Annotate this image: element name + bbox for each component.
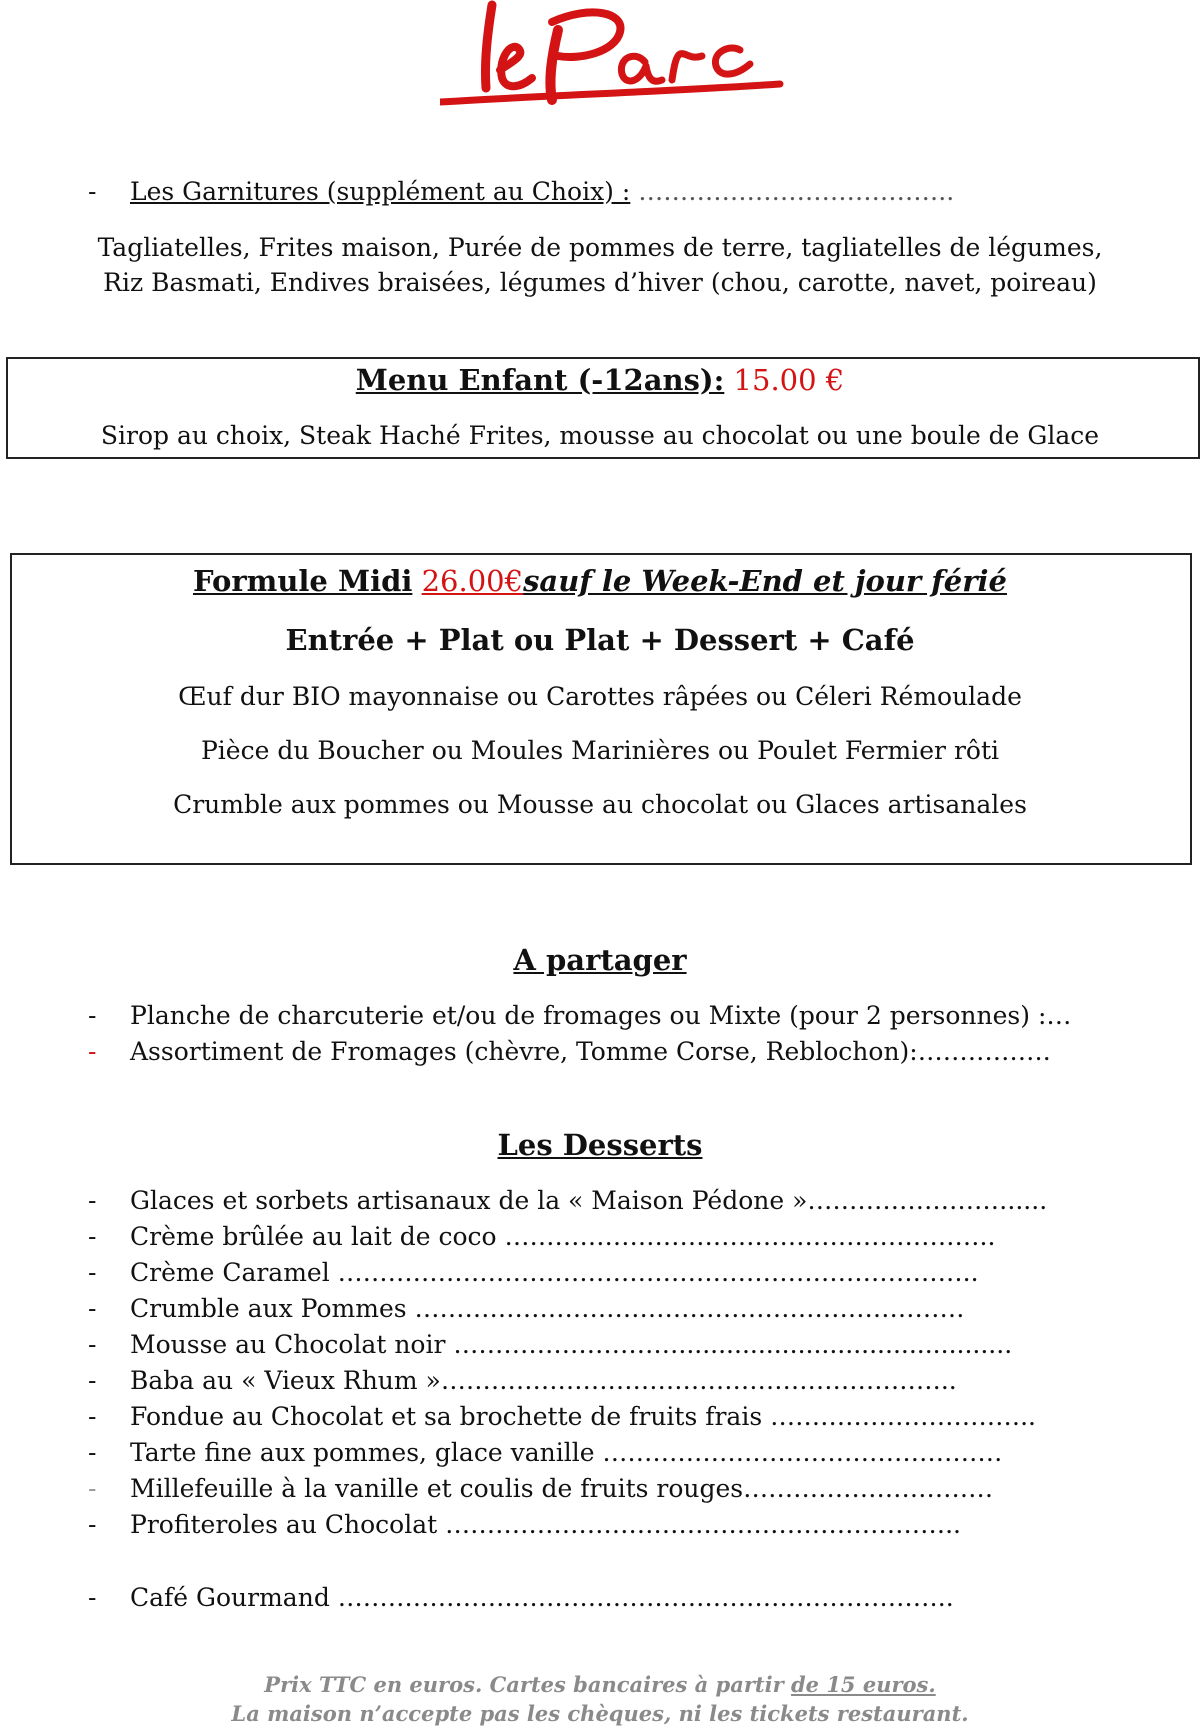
le-parc-logo	[440, 0, 840, 125]
footer-payment-text: Prix TTC en euros. Cartes bancaires à partir	[264, 1672, 791, 1697]
partager-title: A partager	[513, 943, 687, 977]
formule-midi-price: 26.00€	[421, 564, 524, 598]
garnitures-line-1: Tagliatelles, Frites maison, Purée de pommes de terre, tagliatelles de légumes,	[97, 233, 1103, 262]
item-dash: -	[88, 1510, 97, 1539]
desserts-title: Les Desserts	[497, 1128, 703, 1162]
item-dash: -	[88, 1366, 97, 1395]
item-dash: -	[88, 1330, 97, 1359]
item-label: Mousse au Chocolat noir ………………………..........................................	[130, 1330, 1013, 1359]
item-dash: -	[88, 1186, 97, 1215]
item-label: Profiteroles au Chocolat ……………………………………………………..	[130, 1510, 961, 1539]
item-dash: -	[88, 1474, 97, 1503]
formule-midi-line-2: Pièce du Boucher ou Moules Marinières ou Poulet Fermier rôti	[200, 736, 999, 765]
item-label: Crème Caramel …………………………………………………………………..	[130, 1258, 979, 1287]
footer-line-1	[0, 1672, 1200, 1697]
item-label: Tarte fine aux pommes, glace vanille …………………………………………	[130, 1438, 1003, 1467]
item-label: Crème brûlée au lait de coco …………………………………………………..	[130, 1222, 996, 1251]
menu-enfant-desc: Sirop au choix, Steak Haché Frites, mousse au chocolat ou une boule de Glace	[100, 421, 1100, 450]
garnitures-line-2: Riz Basmati, Endives braisées, légumes d’hiver (chou, carotte, navet, poireau)	[103, 268, 1097, 297]
garnitures-dots: ………………………………..	[638, 177, 955, 206]
footer-line-2: La maison n’accepte pas les chèques, ni les tickets restaurant.	[231, 1701, 969, 1726]
item-label: Café Gourmand ………………………………………………………………..	[130, 1583, 954, 1612]
menu-enfant-heading	[0, 362, 1200, 398]
menu-enfant-title: Menu Enfant (-12ans):	[355, 363, 725, 397]
formule-midi-suffix: sauf le Week-End et jour férié	[523, 564, 1007, 598]
item-label: Assortiment de Fromages (chèvre, Tomme Corse, Reblochon):…………….	[130, 1037, 1051, 1066]
item-dash: -	[88, 1222, 97, 1251]
garnitures-dash: -	[88, 177, 97, 206]
item-dash: -	[88, 1438, 97, 1467]
item-label: Crumble aux Pommes …………………………………………………………	[130, 1294, 965, 1323]
menu-enfant-price: 15.00 €	[733, 363, 845, 397]
item-label: Baba au « Vieux Rhum »……………………………………………………..	[130, 1366, 957, 1395]
item-label: Planche de charcuterie et/ou de fromages ou Mixte (pour 2 personnes) :…	[130, 1001, 1072, 1030]
item-label: Fondue au Chocolat et sa brochette de fruits frais …………………………..	[130, 1402, 1037, 1431]
formule-midi-line-1: Œuf dur BIO mayonnaise ou Carottes râpées ou Céleri Rémoulade	[178, 682, 1022, 711]
item-dash: -	[88, 1001, 97, 1030]
garnitures-label: Les Garnitures (supplément au Choix) :	[130, 177, 631, 206]
item-label: Glaces et sorbets artisanaux de la « Maison Pédone »…………………….....	[130, 1186, 1048, 1215]
formule-midi-title: Formule Midi	[193, 564, 413, 598]
item-dash: -	[88, 1583, 97, 1612]
item-dash: -	[88, 1037, 97, 1066]
formule-midi-subtitle: Entrée + Plat ou Plat + Dessert + Café	[285, 623, 915, 657]
item-label: Millefeuille à la vanille et coulis de fruits rouges…………………………	[130, 1474, 994, 1503]
item-dash: -	[88, 1258, 97, 1287]
item-dash: -	[88, 1294, 97, 1323]
formule-midi-line-3: Crumble aux pommes ou Mousse au chocolat ou Glaces artisanales	[173, 790, 1027, 819]
item-dash: -	[88, 1402, 97, 1431]
formule-midi-heading	[0, 563, 1200, 599]
footer-min-amount: de 15 euros.	[790, 1672, 936, 1697]
